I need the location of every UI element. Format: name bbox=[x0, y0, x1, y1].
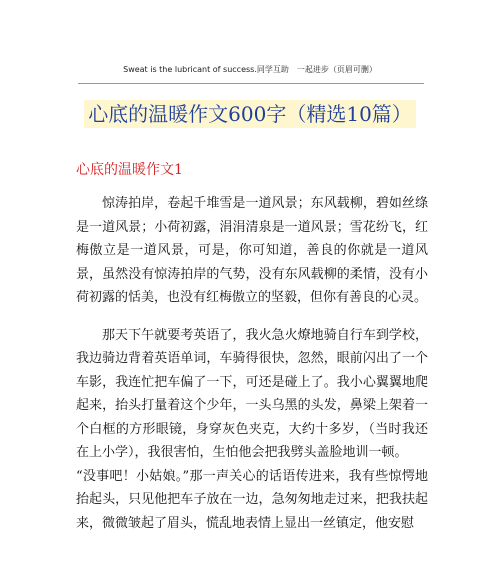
section-heading: 心底的温暖作文1 bbox=[76, 162, 183, 178]
document-title: 心底的温暖作文600字（精选10篇） bbox=[84, 100, 416, 128]
paragraph-2: 那天下午就要考英语了，我火急火燎地骑自行车到学校，我边骑边背着英语单词，车骑得很快，忽然，眼前闪出了一个车影，我连忙把车偏了一下，可还是碰上了。我小心翼翼地爬起来，抬头打量着这个少年，一头乌黑的头发，鼻梁上架着一个白框的方形眼镜，身穿灰色夹克，大约十多岁，（当时我还在上小学），我很害怕，生怕他会把我劈头盖脸地训一顿。 bbox=[76, 327, 428, 460]
paragraph-1: 惊涛拍岸，卷起千堆雪是一道风景；东风载柳，碧如丝绦是一道风景；小荷初露，涓涓清泉是一道风景；雪花纷飞，红梅傲立是一道风景，可是，你可知道，善良的你就是一道风景，虽然没有惊涛拍岸的气势，没有东风载柳的柔情，没有小荷初露的恬美，也没有红梅傲立的坚毅，但你有善良的心灵。 bbox=[76, 196, 428, 305]
article-body bbox=[76, 192, 428, 535]
header-divider bbox=[78, 83, 424, 84]
page-header: Sweat is the lubricant of success.同学互助 一起进步（页眉可删） bbox=[123, 65, 377, 74]
paragraph-3: “没事吧！小姑娘。”那一声关心的话语传进来，我有些惊愕地抬起头，只见他把车子放在一边，急匆匆地走过来，把我扶起来，微微皱起了眉头，慌乱地表情上显出一丝镇定，他安慰 bbox=[76, 468, 428, 531]
title-container bbox=[0, 100, 500, 128]
